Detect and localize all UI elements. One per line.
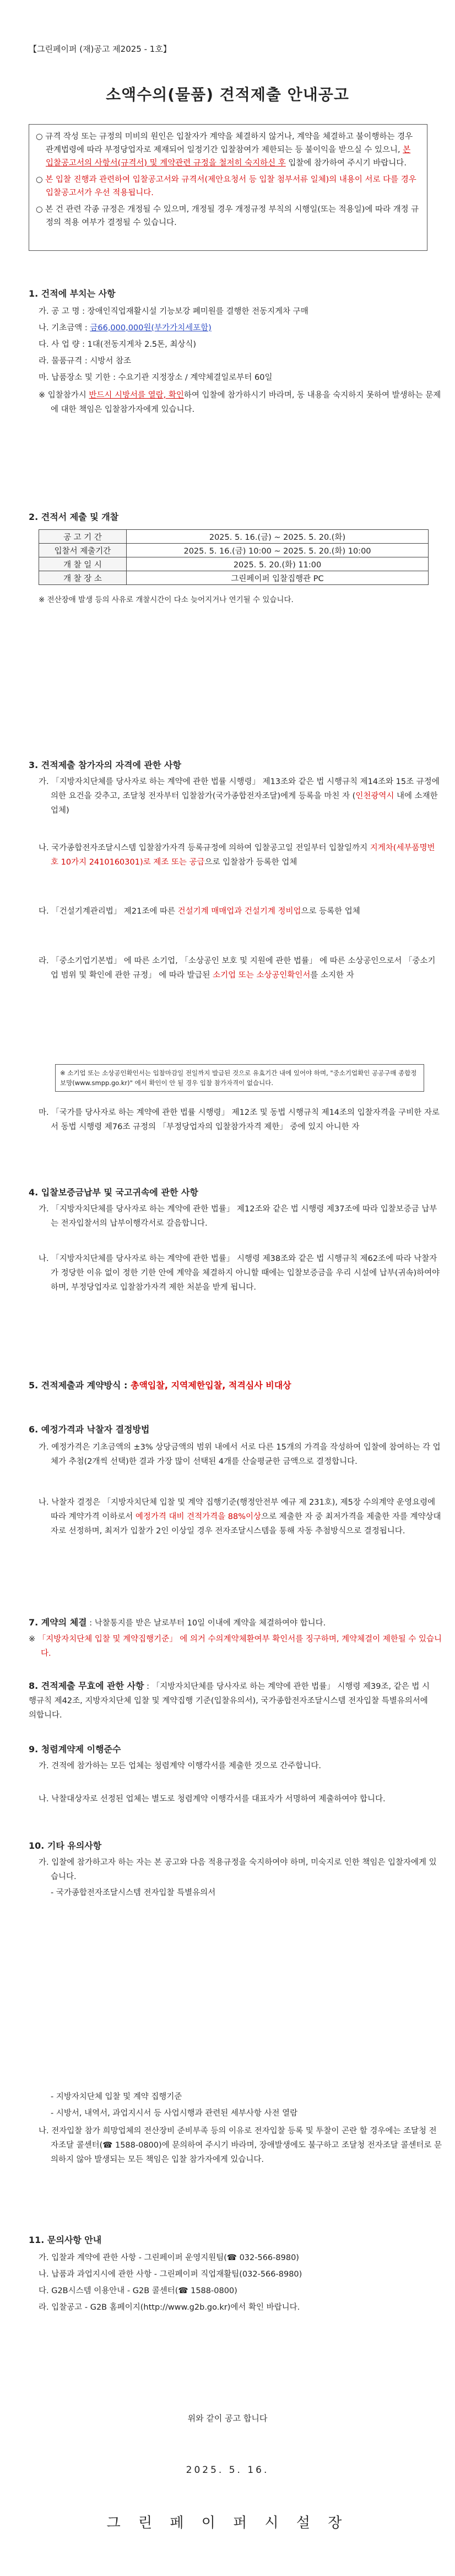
table-row: 개 찰 일 시 2025. 5. 20.(화) 11:00 — [39, 557, 429, 571]
s9-item-na: 나. 낙찰대상자로 선정된 업체는 별도로 청렴계약 이행각서를 대표자가 서명하여 제출하여야 합니다. — [39, 1795, 386, 1804]
announcement-date: 2025. 5. 16. — [186, 2465, 269, 2476]
s3-note-box: ※ 소기업 또는 소상공인확인서는 입찰마감일 전일까지 발급된 것으로 유효기간 내에 있어야 하며, "중소기업확인 공공구매 종합정보망(www.smpp.go.kr)" 에서 확인이 안 될 경우 입찰 참가자격이 없습니다. — [55, 1064, 424, 1092]
section-5-title: 5. 견적제출과 계약방식 : 총액입찰, 지역제한입찰, 적격심사 비대상 — [29, 1380, 291, 1391]
table-row: 개 찰 장 소 그린페이퍼 입찰집행관 PC — [39, 571, 429, 585]
issuer-signature: 그 린 페 이 퍼 시 설 장 — [106, 2515, 349, 2531]
section-9-title: 9. 청렴계약제 이행준수 — [29, 1744, 121, 1754]
s6-item-ga: 가. 예정가격은 기초금액의 ±3% 상당금액의 범위 내에서 서로 다른 15개의 가격을 작성하여 입찰에 참여하는 각 업체가 추첨(2개씩 선택)한 결과 가장 많이 선택된 4개를 산술평균한 금액으로 결정합니다. — [39, 1443, 441, 1466]
closing-statement: 위와 같이 공고 합니다 — [187, 2413, 268, 2423]
section-10-title: 10. 기타 유의사항 — [29, 1840, 102, 1851]
s1-delivery: 마. 납품장소 및 기한 : 수요기관 지정장소 / 계약체결일로부터 60일 — [39, 373, 273, 382]
s1-notice-name: 가. 공 고 명 : 장애인직업재활시설 기능보강 폐미원를 결행한 전동지게차 구매 — [39, 307, 308, 316]
table-row: 공 고 기 간 2025. 5. 16.(금) ~ 2025. 5. 20.(화) — [39, 530, 429, 544]
intro-item: ○ 규격 작성 또는 규정의 미비의 원인은 입찰자가 계약을 체결하지 않거나, 계약을 체결하고 불이행하는 경우 관계법령에 따라 부정당업자로 제재되어 일정기간 입찰참여가 제한되는 등 불이익을 받으실 수 있으니, 본 입찰공고서의 사항서(규격서) 및 계약관련 규정을 철저히 숙지하신 후 입찰에 참가하여 주시기 바랍니다. — [36, 132, 413, 168]
section-11-title: 11. 문의사항 안내 — [29, 2235, 102, 2245]
section-2-title: 2. 견적서 제출 및 개찰 — [29, 512, 119, 522]
table-row: 입찰서 제출기간 2025. 5. 16.(금) 10:00 ~ 2025. 5. 20.(화) 10:00 — [39, 544, 429, 557]
intro-notice-box — [29, 124, 427, 251]
s3-item-ma: 마. 「국가를 당사자로 하는 계약에 관한 법률 시행령」 제12조 및 동법 시행규칙 제14조의 입찰자격을 구비한 자로서 동법 시행령 제76조 규정의 「부정당업자의 입찰참가자격 제한」 중에 있지 아니한 자 — [39, 1108, 440, 1131]
section-6-title: 6. 예정가격과 낙찰자 결정방법 — [29, 1424, 150, 1435]
s2-note: ※ 전산장애 발생 등의 사유로 개찰시간이 다소 늦어지거나 연기될 수 있습니다. — [39, 595, 294, 604]
s1-note: ※ 입찰참가시 반드시 시방서를 열람, 확인하여 입찰에 참가하시기 바라며, 동 내용을 숙지하지 못하여 발생하는 문제에 대한 책임은 입찰참가자에게 있습니다. — [39, 391, 441, 414]
section-4-title: 4. 입찰보증금납부 및 국고귀속에 관한 사항 — [29, 1187, 198, 1198]
s4-item-na: 나. 「지방자치단체를 당사자로 하는 계약에 관한 법률」 시행령 제38조와 같은 법 시행규칙 제62조에 따라 낙찰자가 정당한 이유 없이 정한 기한 안에 계약을 체결하지 아니할 때에는 입찰보증금을 우리 시설에 납부(귀속)하여야 하며, 부정당업자로 입찰참가자격 제한 처분을 받게 됩니다. — [39, 1254, 440, 1292]
s3-item-ra: 라. 「중소기업기본법」 에 따른 소기업, 「소상공인 보호 및 지원에 관한 법률」 에 따른 소상공인으로서 「중소기업 범위 및 확인에 관한 규정」 에 따라 발급된 소기업 또는 소상공인확인서를 소지한 자 — [39, 957, 436, 980]
s11-contact-item: 라. 입찰공고 - G2B 홈페이지(http://www.g2b.go.kr)에서 확인 바랍니다. — [39, 2303, 300, 2312]
s3-item-na: 나. 국가종합전자조달시스템 입찰참가자격 등록규정에 의하여 입찰공고일 전일부터 입찰일까지 지게차(세부품명번호 10가지 2410160301)로 제조 또는 공급으로 입찰참가 등록한 업체 — [39, 844, 435, 867]
s10-item-ga: 가. 입찰에 참가하고자 하는 자는 본 공고와 다음 적용규정을 숙지하여야 하며, 미숙지로 인한 책임은 입찰자에게 있습니다. — [39, 1858, 437, 1881]
s11-contact-item: 가. 입찰과 계약에 관한 사항 - 그린페이퍼 운영지원팀(☎ 032-566-8980) — [39, 2253, 299, 2262]
section-8-title: 8. 견적제출 무효에 관한 사항 — [29, 1681, 144, 1691]
s6-item-na: 나. 낙찰자 결정은 「지방자치단체 입찰 및 계약 집행기준(행정안전부 예규 제 231호), 제5장 수의계약 운영요령에 따라 계약가격 이하로서 예정가격 대비 견적가격을 88%이상으로 제출한 자 중 최저가격을 제출한 자를 계약상대자로 선정하며, 최저가 입찰가 2인 이상일 경우 전자조달시스템을 통해 자동 추첨방식으로 결정됩니다. — [39, 1498, 441, 1536]
s10-sub-item: - 국가종합전자조달시스템 전자입찰 특별유의서 — [51, 1888, 216, 1897]
notice-number: 【그린페이퍼 (재)공고 제2025 - 1호】 — [29, 44, 171, 54]
s1-quantity: 다. 사 업 량 : 1대(전동지게차 2.5톤, 최상식) — [39, 340, 197, 349]
s11-contact-item: 나. 납품과 과업지시에 관한 사항 - 그린페이퍼 직업재활팀(032-566-8980) — [39, 2270, 302, 2279]
page-title: 소액수의(물품) 견적제출 안내공고 — [106, 85, 349, 104]
s11-contact-item: 다. G2B시스템 이용안내 - G2B 콜센터(☎ 1588-0800) — [39, 2287, 237, 2295]
s10-sub-item: - 지방자치단체 입찰 및 계약 집행기준 — [51, 2092, 182, 2101]
section-7-title: 7. 계약의 체결 : 낙찰통지를 받은 날로부터 10일 이내에 계약을 체결하여야 합니다. — [29, 1617, 326, 1628]
schedule-table — [39, 529, 429, 585]
section-3-title: 3. 견적제출 참가자의 자격에 관한 사항 — [29, 760, 181, 770]
intro-item: ○ 본 건 관련 각종 규정은 개정될 수 있으며, 개정될 경우 개정규정 부칙의 시행일(또는 적용일)에 따라 개정 규정의 적용 여부가 결정될 수 있습니다. — [36, 205, 419, 227]
intro-item: ○ 본 입찰 진행과 관련하여 입찰공고서와 규격서(제안요청서 등 입찰 첨부서류 일체)의 내용이 서로 다를 경우 입찰공고서가 우선 적용됩니다. — [36, 175, 416, 197]
s3-item-da: 다. 「건설기계관리법」 제21조에 따른 건설기계 매매업과 건설기계 정비업으로 등록한 업체 — [39, 907, 360, 916]
s9-item-ga: 가. 견적에 참가하는 모든 업체는 청렴계약 이행각서를 제출한 것으로 간주합니다. — [39, 1762, 321, 1770]
s7-note: ※ 「지방자치단체 입찰 및 계약집행기준」 에 의거 수의계약체환여부 확인서를 징구하며, 계약체결이 제한될 수 있습니다. — [29, 1635, 442, 1658]
s10-sub-item: - 시방서, 내역서, 과업지시서 등 사업시행과 관련된 세부사항 사전 열람 — [51, 2109, 298, 2118]
s1-spec: 라. 물품규격 : 시방서 참조 — [39, 357, 132, 366]
s10-item-na: 나. 전자입찰 참가 희망업체의 전산장비 준비부족 등의 이유로 전자입찰 등록 및 투찰이 곤란 할 경우에는 조달청 전자조달 콜센터(☎ 1588-0800)에 문의하여 주시기 바라며, 장애발생에도 불구하고 조달청 전자조달 콜센터로 문의하지 않아 발생되는 모든 책임은 입찰 참가자에게 있습니다. — [39, 2127, 442, 2164]
section-8: 8. 견적제출 무효에 관한 사항 : 「지방자치단체를 당사자로 하는 계약에 관한 법률」 시행령 제39조, 같은 법 시행규칙 제42조, 지방자치단체 입찰 및 계약집행 기준(입찰유의서), 국가종합전자조달시스템 전자입찰 특별유의서에 의합니다. — [29, 1681, 430, 1720]
s4-item-ga: 가. 「지방자치단체를 당사자로 하는 계약에 관한 법률」 제12조와 같은 법 시행령 제37조에 따라 입찰보증금 납부는 전자입찰서의 납부이행각서로 갈음합니다. — [39, 1205, 437, 1228]
s1-base-price: 나. 기초금액 : 금66,000,000원(부가가치세포함) — [39, 324, 212, 332]
section-1-title: 1. 건적에 부치는 사항 — [29, 288, 116, 299]
s3-item-ga: 가. 「지방자치단체를 당사자로 하는 계약에 관한 법률 시행령」 제13조와 같은 법 시행규칙 제14조와 15조 규정에 의한 요건을 갖추고, 조달청 전자부터 입찰참가(국가종합전자조달)에게 등록을 마친 자 (인천광역시 내에 소재한 업체) — [39, 777, 440, 815]
